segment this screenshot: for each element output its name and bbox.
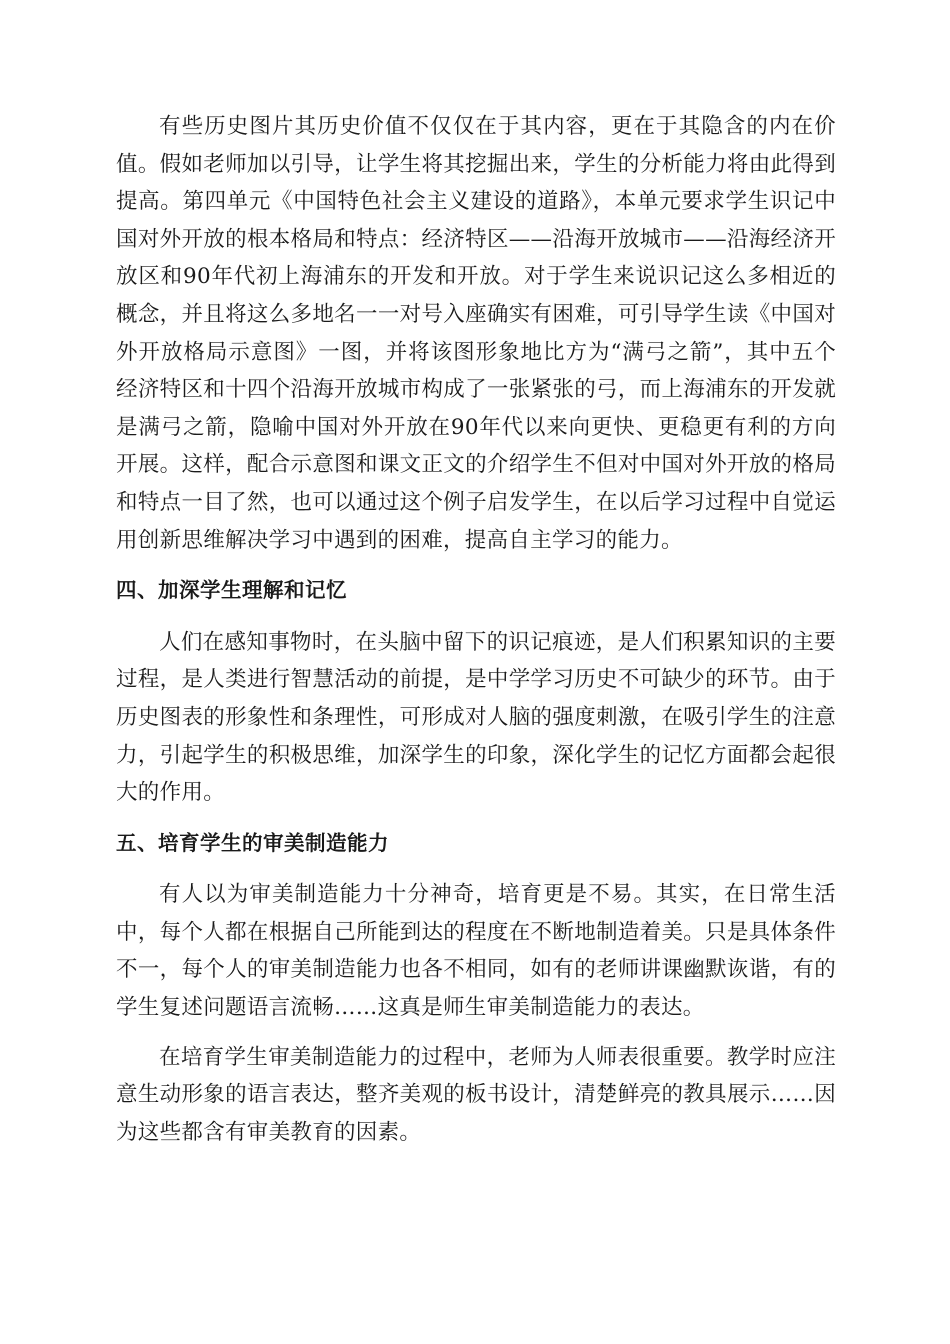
paragraph-historical-pictures: 有些历史图片其历史价值不仅仅在于其内容，更在于其隐含的内在价值。假如老师加以引导，让学生将其挖掘出来，学生的分析能力将由此得到提高。第四单元《中国特色社会主义建设的道路》，本单元要求学生识记中国对外开放的根本格局和特点：经济特区——沿海开放城市——沿海经济开放区和90年代初上海浦东的开发和开放。对于学生来说识记这么多相近的概念，并且将这么多地名一一对号入座确实有困难，可引导学生读《中国对外开放格局示意图》一图，并将该图形象地比方为“满弓之箭”，其中五个经济特区和十四个沿海开放城市构成了一张紧张的弓，而上海浦东的开发就是满弓之箭，隐喻中国对外开放在90年代以来向更快、更稳更有利的方向开展。这样，配合示意图和课文正文的介绍学生不但对中国对外开放的格局和特点一目了然，也可以通过这个例子启发学生，在以后学习过程中自觉运用创新思维解决学习中遇到的困难，提高自主学习的能力。	[116, 114, 836, 553]
paragraph-teacher-role: 在培育学生审美制造能力的过程中，老师为人师表很重要。教学时应注意生动形象的语言表达，整齐美观的板书设计，清楚鲜亮的教具展示……因为这些都含有审美教育的因素。	[116, 1044, 836, 1145]
paragraph-aesthetic-ability: 有人以为审美制造能力十分神奇，培育更是不易。其实，在日常生活中，每个人都在根据自己所能到达的程度在不断地制造着美。只是具体条件不一，每个人的审美制造能力也各不相同，如有的老师讲课幽默诙谐，有的学生复述问题语言流畅……这真是师生审美制造能力的表达。	[116, 882, 836, 1021]
section-heading-5: 五、培育学生的审美制造能力	[116, 830, 389, 855]
document-page	[116, 108, 836, 1151]
paragraph-memory: 人们在感知事物时，在头脑中留下的识记痕迹，是人们积累知识的主要过程，是人类进行智慧活动的前提，是中学学习历史不可缺少的环节。由于历史图表的形象性和条理性，可形成对人脑的强度刺激，在吸引学生的注意力，引起学生的积极思维，加深学生的印象，深化学生的记忆方面都会起很大的作用。	[116, 629, 836, 806]
section-heading-4: 四、加深学生理解和记忆	[116, 578, 347, 603]
